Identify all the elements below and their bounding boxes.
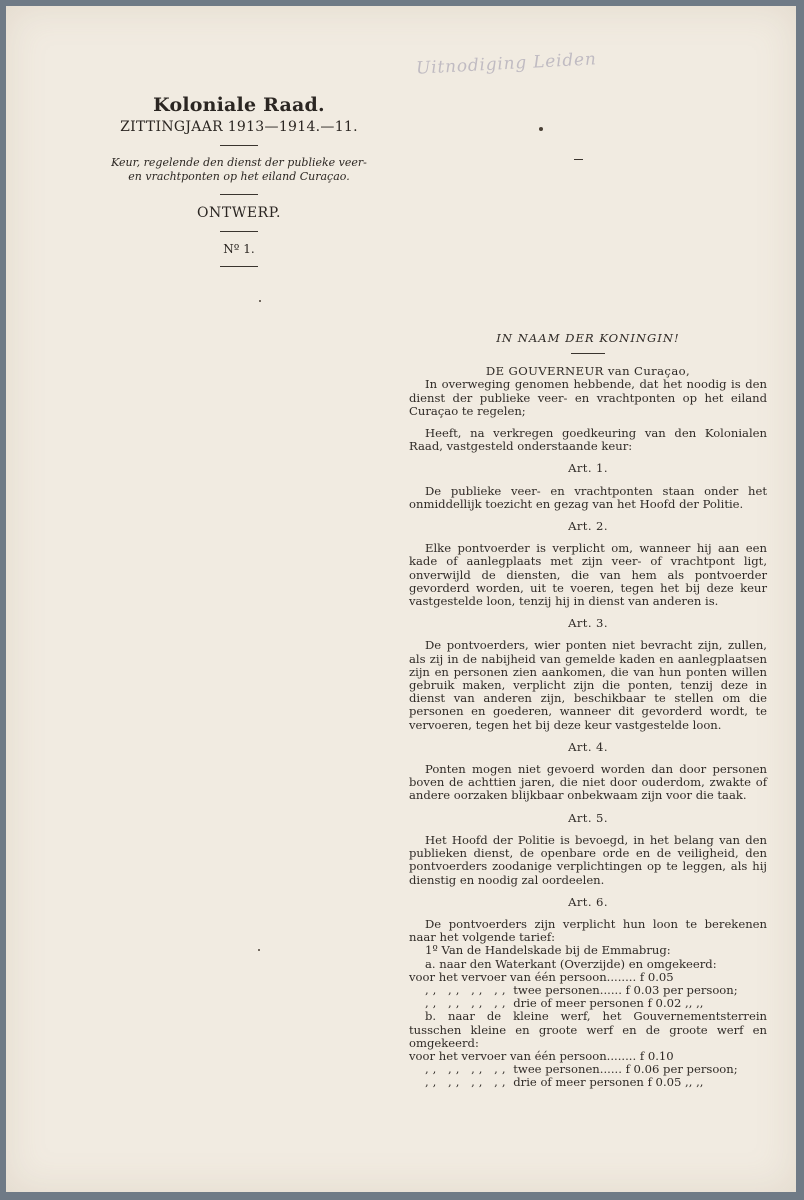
session-year: ZITTINGJAAR 1913—1914.—11. — [120, 119, 358, 135]
subject-line-1: Keur, regelende den dienst der publieke veer- — [111, 156, 367, 169]
document-page — [6, 6, 796, 1192]
document-number: Nº 1. — [223, 242, 255, 256]
article-text: Het Hoofd der Politie is bevoegd, in het belang van den publieken dienst, de openbare orde en de veiligheid, den pontvoerders zoodanige verplichtingen op te leggen, als hij dienstig en noodig zal oordeelen. — [409, 832, 767, 887]
ditto-marks: ,, ,, ,, ,, — [425, 1075, 510, 1090]
ditto-marks: ,, ,, ,, ,, — [425, 1062, 510, 1077]
handwritten-note: Uitnodiging Leiden — [415, 49, 598, 79]
document-header — [109, 94, 369, 277]
divider — [220, 145, 258, 146]
tariff-row-text: drie of meer personen f 0.05 ,, ,, — [509, 1075, 704, 1090]
preamble-2: Heeft, na verkregen goedkeuring van den Kolonialen Raad, vastgesteld onderstaande keur: — [409, 426, 767, 454]
tariff-row: voor het vervoer van één persoon........ f 0.10 — [409, 1048, 674, 1063]
tariff-row-text: twee personen...... f 0.06 per persoon; — [509, 1062, 738, 1077]
article-title: Art. 1. — [568, 461, 608, 476]
ink-speck — [258, 949, 260, 951]
article-title: Art. 4. — [568, 739, 608, 754]
article-text: Elke pontvoerder is verplicht om, wanneer hij aan een kade of aanlegplaats met zijn veer- of vrachtpont ligt, onverwijld de diensten, die van hem als pontvoerder gevorderd worden, uit te voeren, tegen het bij deze keur vastgestelde loon, tenzij hij in dienst van anderen is. — [409, 541, 767, 609]
tariff-row — [409, 1076, 767, 1089]
subject-line-2: en vrachtponten op het eiland Curaçao. — [128, 170, 350, 183]
tariff-row-text: drie of meer personen f 0.02 ,, ,, — [509, 996, 704, 1011]
tariff-row-text: twee personen...... f 0.03 per persoon; — [509, 982, 738, 997]
article-title: Art. 5. — [568, 810, 608, 825]
tariff-route: 1º Van de Handelskade bij de Emmabrug: — [425, 943, 671, 958]
article-title: Art. 3. — [568, 616, 608, 631]
divider — [571, 353, 605, 354]
article-title: Art. 6. — [568, 894, 608, 909]
ditto-marks: ,, ,, ,, ,, — [425, 996, 510, 1011]
ink-speck — [259, 300, 261, 302]
council-title: Koloniale Raad. — [153, 94, 325, 116]
ink-speck — [539, 127, 543, 131]
article-text: De publieke veer- en vrachtponten staan onder het onmiddellijk toezicht en gezag van het Hoofd der Politie. — [409, 483, 767, 511]
ditto-marks: ,, ,, ,, ,, — [425, 982, 510, 997]
decree-body — [409, 332, 767, 1090]
divider — [220, 231, 258, 232]
draft-label: ONTWERP. — [196, 205, 282, 221]
decree-heading: IN NAAM DER KONINGIN! — [496, 331, 680, 345]
tariff-row: voor het vervoer van één persoon........ f 0.05 — [409, 969, 674, 984]
tariff-subroute: b. naar de kleine werf, het Gouvernementsterrein tusschen kleine en groote werf en de groote werf en omgekeerd: — [409, 1009, 767, 1050]
ink-mark — [574, 159, 583, 160]
article-text: De pontvoerders, wier ponten niet bevracht zijn, zullen, als zij in de nabijheid van gemelde kaden en aanlegplaatsen zijn en personen zien aankomen, die van hun ponten willen gebruik maken, verplicht zijn die ponten, tenzij deze in dienst van anderen zijn, beschikbaar te stellen om die personen en goederen, wanneer dit gevorderd wordt, te vervoeren, tegen het bij deze keur vastgestelde loon. — [409, 638, 767, 732]
divider — [220, 266, 258, 267]
article-title: Art. 2. — [568, 519, 608, 534]
tariff-table — [409, 944, 767, 1089]
preamble-1: In overweging genomen hebbende, dat het noodig is den dienst der publieke veer- en vrachtponten op het eiland Curaçao te regelen; — [409, 377, 767, 418]
article-text: Ponten mogen niet gevoerd worden dan door personen boven de achttien jaren, die niet door ouderdom, zwakte of andere oorzaken blijkbaar onbekwaam zijn voor die taak. — [409, 762, 767, 803]
tariff-subroute: a. naar den Waterkant (Overzijde) en omgekeerd: — [425, 956, 717, 971]
governor-line: DE GOUVERNEUR van Curaçao, — [485, 364, 691, 379]
article-text: De pontvoerders zijn verplicht hun loon te berekenen naar het volgende tarief: — [409, 916, 767, 945]
divider — [220, 194, 258, 195]
